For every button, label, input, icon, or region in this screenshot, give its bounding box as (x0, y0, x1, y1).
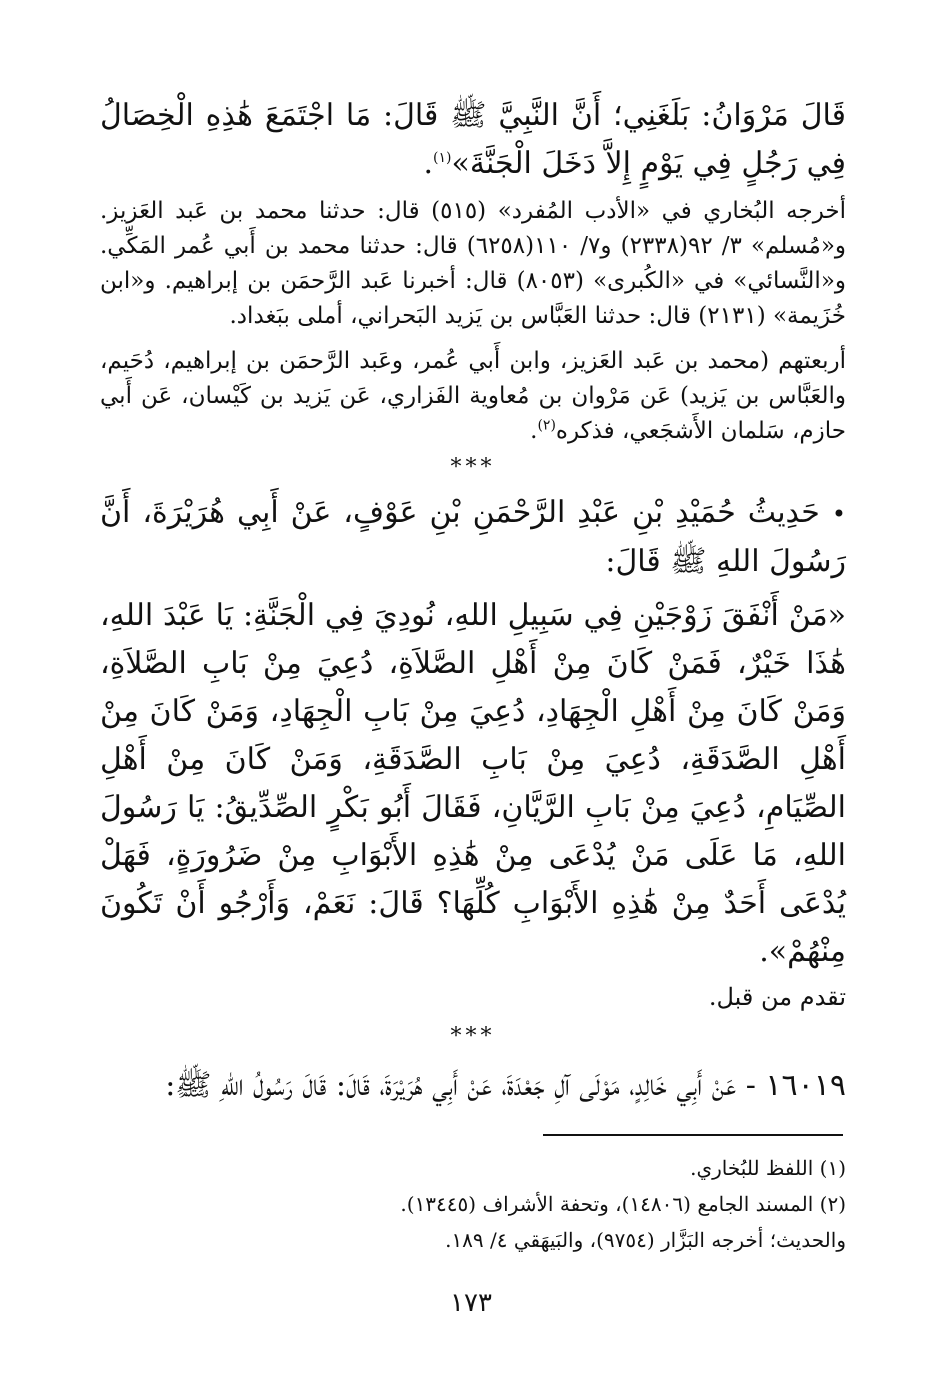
takhrij-2-text: أربعتهم (محمد بن عَبد العَزيز، وابن أَبي عُمر، وعَبد الرَّحمَن بن إبراهيم، دُحَيم، والعَبَّاس بن يَزيد) عَن مَرْوان بن مُعاوية الفَزاري، عَن يَزيد بن كَيْسان، عَن أَبي حازم، سَلمان الأَشجَعي، فذكره (100, 348, 846, 444)
takhrij-paragraph-1: أخرجه البُخاري في «الأدب المُفرد» (٥١٥) قال: حدثنا محمد بن عَبد العَزيز. و«مُسلم» ٣/ ٩٢(٢٣٣٨) و٧/ ١١٠(٦٢٥٨) قال: حدثنا محمد بن أَبي عُمر المَكِّي. و«النَّسائي» في «الكُبرى» (٨٠٥٣) قال: أخبرنا عَبد الرَّحمَن بن إبراهيم. و«ابن خُزَيمة» (٢١٣١) قال: حدثنا العَبَّاس بن يَزيد البَحراني، أملى ببَغداد. (100, 198, 846, 329)
hadith-1-text: قَالَ مَرْوَانُ: بَلَغَنِي؛ أَنَّ النَّبِيَّ ﷺ قَالَ: مَا اجْتَمَعَ هَٰذِهِ الْخِصَالُ فِي رَجُلٍ فِي يَوْمٍ إِلاَّ دَخَلَ الْجَنَّةَ» (100, 98, 846, 181)
note-previously-mentioned: تقدم من قبل. (708, 983, 846, 1011)
bullet-icon: • (831, 500, 846, 528)
section-separator-stars: *** (450, 455, 496, 480)
footnote-ref-1: (١) (433, 150, 452, 166)
section-separator-stars: *** (450, 1024, 496, 1049)
takhrij-paragraph-2: أربعتهم (محمد بن عَبد العَزيز، وابن أَبي عُمر، وعَبد الرَّحمَن بن إبراهيم، دُحَيم، والعَبَّاس بن يَزيد) عَن مَرْوان بن مُعاوية الفَزاري، عَن يَزيد بن كَيْسان، عَن أَبي حازم، سَلمان الأَشجَعي، فذكره$^{(٢)}$. (100, 348, 846, 444)
page-body (100, 92, 846, 1114)
footnote-ref-2: (٢) (537, 417, 556, 434)
hadith-3-paragraph: ١٦٠١٩ - عَنْ أَبِي خَالِدٍ، مَوْلَى آلِ جَعْدَةَ، عَنْ أَبِي هُرَيْرَةَ، قَالَ: قَالَ رَسُولُ اللهِ ﷺ: (165, 1068, 846, 1103)
page-number: ١٧٣ (450, 1288, 492, 1318)
footnote-divider (543, 1134, 843, 1136)
bullet-hadith-paragraph (100, 489, 846, 586)
bullet-hadith-text: حَدِيثُ حُمَيْدِ بْنِ عَبْدِ الرَّحْمَنِ بْنِ عَوْفٍ، عَنْ أَبِي هُرَيْرَةَ، أَنَّ رَسُولَ اللهِ ﷺ قَالَ: (100, 495, 846, 579)
hadith-1-paragraph: قَالَ مَرْوَانُ: بَلَغَنِي؛ أَنَّ النَّبِيَّ ﷺ قَالَ: مَا اجْتَمَعَ هَٰذِهِ الْخِصَالُ فِي رَجُلٍ فِي يَوْمٍ إِلاَّ دَخَلَ الْجَنَّةَ»$^{(١)}$. (100, 98, 846, 181)
hadith-2-paragraph: «مَنْ أَنْفَقَ زَوْجَيْنِ فِي سَبِيلِ اللهِ، نُودِيَ فِي الْجَنَّةِ: يَا عَبْدَ اللهِ، هَٰذَا خَيْرٌ، فَمَنْ كَانَ مِنْ أَهْلِ الصَّلاَةِ، دُعِيَ مِنْ بَابِ الصَّلاَةِ، وَمَنْ كَانَ مِنْ أَهْلِ الْجِهَادِ، دُعِيَ مِنْ بَابِ الْجِهَادِ، وَمَنْ كَانَ مِنْ أَهْلِ الصَّدَقَةِ، دُعِيَ مِنْ بَابِ الصَّدَقَةِ، وَمَنْ كَانَ مِنْ أَهْلِ الصِّيَامِ، دُعِيَ مِنْ بَابِ الرَّيَّانِ، فَقَالَ أَبُو بَكْرٍ الصِّدِّيقُ: يَا رَسُولَ اللهِ، مَا عَلَى مَنْ يُدْعَى مِنْ هَٰذِهِ الأَبْوَابِ مِنْ ضَرُورَةٍ، فَهَلْ يُدْعَى أَحَدٌ مِنْ هَٰذِهِ الأَبْوَابِ كُلِّهَا؟ قَالَ: نَعَمْ، وَأَرْجُو أَنْ تَكُونَ مِنْهُمْ». (100, 598, 846, 969)
footnote-2-continued: والحديث؛ أخرجه البَزَّار (٩٧٥٤)، والبَيهَقي ٤/ ١٨٩. (445, 1228, 846, 1252)
footnote-1: (١) اللفظ للبُخاري. (690, 1156, 846, 1180)
footnote-2: (٢) المسند الجامع (١٤٨٠٦)، وتحفة الأشراف (١٣٤٤٥). (400, 1192, 846, 1216)
spacer (100, 334, 846, 344)
footnotes-section (100, 1150, 846, 1258)
